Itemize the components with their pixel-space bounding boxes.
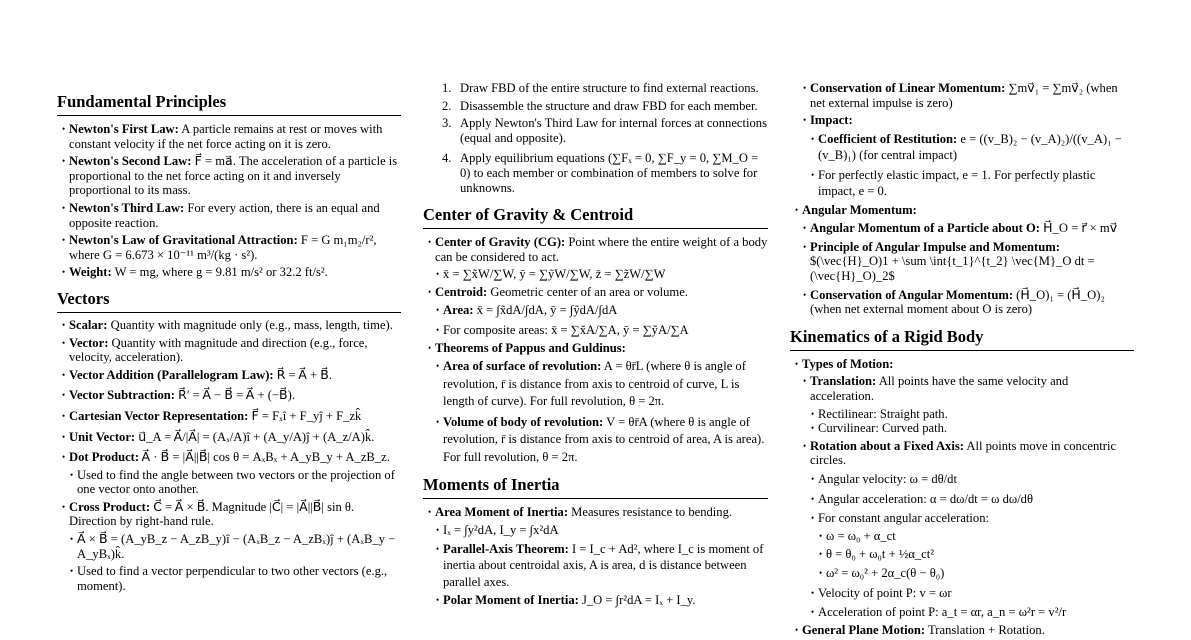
list-item: • Area of surface of revolution: A = θr̄L (where θ is angle of revolution, r̄ is distance from axis to centroid of curve, L is length of curve). For full revolution, θ = 2π. <box>431 358 768 411</box>
list-item: • Principle of Angular Impulse and Momentum: $(\vec{H}_O)1 + \sum \int{t_1}^{t_2} \vec{M}_O dt = (\vec{H}_O)_2$ <box>798 240 1134 284</box>
list-item: • ω² = ω₀² + 2α_c(θ − θ₀) <box>814 566 1134 581</box>
list-item: • For perfectly elastic impact, e = 1. For perfectly plastic impact, e = 0. <box>806 167 1134 200</box>
list-item: • Velocity of point P: v = ωr <box>806 586 1134 601</box>
list-item: • Polar Moment of Inertia: J_O = ∫r²dA = Iₓ + I_y. <box>431 593 768 608</box>
list-item: • Weight: W = mg, where g = 9.81 m/s² or 32.2 ft/s². <box>57 265 401 280</box>
list-item: • Used to find a vector perpendicular to two other vectors (e.g., moment). <box>65 564 401 593</box>
fundamentals-list <box>57 122 401 280</box>
list-item: • Angular acceleration: α = dω/dt = ω dω/dθ <box>806 492 1134 507</box>
heading-vectors: Vectors <box>57 289 401 313</box>
column-2 <box>423 81 768 611</box>
list-item: • Centroid: Geometric center of an area or volume. <box>423 285 768 300</box>
vectors-list <box>57 318 401 594</box>
list-item: 4. Apply equilibrium equations (∑Fₓ = 0, ∑F_y = 0, ∑M_O = 0) to each member or combination of members to solve for unknowns. <box>423 151 768 195</box>
column-1 <box>57 92 401 596</box>
list-item: • Scalar: Quantity with magnitude only (e.g., mass, length, time). <box>57 318 401 333</box>
list-item: • Rectilinear: Straight path. <box>806 407 1134 422</box>
list-item: • Rotation about a Fixed Axis: All points move in concentric circles. <box>798 439 1134 468</box>
list-item: • Area Moment of Inertia: Measures resistance to bending. <box>423 505 768 520</box>
list-item: • ω = ω₀ + α_ct <box>814 529 1134 544</box>
list-item: • For composite areas: x̄ = ∑x̃A/∑A, ȳ = ∑ỹA/∑A <box>431 323 768 338</box>
list-item: • Newton's Third Law: For every action, there is an equal and opposite reaction. <box>57 201 401 230</box>
list-item: • Coefficient of Restitution: e = ((v_B)₂ − (v_A)₂)/((v_A)₁ − (v_B)₁) (for central impact) <box>806 131 1134 164</box>
heading-kinematics-rigid-body: Kinematics of a Rigid Body <box>790 327 1134 351</box>
momentum-list <box>790 81 1134 317</box>
list-item: • θ = θ₀ + ω₀t + ½α_ct² <box>814 547 1134 562</box>
list-item: • For constant angular acceleration: <box>806 511 1134 526</box>
list-item: • Types of Motion: <box>790 357 1134 372</box>
heading-moments-of-inertia: Moments of Inertia <box>423 475 768 499</box>
list-item: • Translation: All points have the same velocity and acceleration. <box>798 374 1134 403</box>
list-item: • Vector Subtraction: R⃗′ = A⃗ − B⃗ = A⃗ + (−B⃗). <box>57 388 401 403</box>
list-item: • Center of Gravity (CG): Point where the entire weight of a body can be considered to act. <box>423 235 768 264</box>
list-item: 3. Apply Newton's Third Law for internal forces at connections (equal and opposite). <box>423 116 768 145</box>
list-item: • Impact: <box>798 113 1134 128</box>
list-item: • Iₓ = ∫y²dA, I_y = ∫x²dA <box>431 523 768 538</box>
list-item: • Conservation of Angular Momentum: (H⃗_O)₁ = (H⃗_O)₂ (when net external moment about O is zero) <box>798 288 1134 317</box>
list-item: • Angular velocity: ω = dθ/dt <box>806 472 1134 487</box>
moi-list <box>423 505 768 607</box>
list-item: 1. Draw FBD of the entire structure to find external reactions. <box>423 81 768 96</box>
list-item: • Angular Momentum: <box>790 203 1134 218</box>
heading-center-of-gravity: Center of Gravity & Centroid <box>423 205 768 229</box>
list-item: • Vector: Quantity with magnitude and direction (e.g., force, velocity, acceleration). <box>57 336 401 365</box>
list-item: • Dot Product: A⃗ · B⃗ = |A⃗||B⃗| cos θ = AₓBₓ + A_yB_y + A_zB_z. <box>57 450 401 465</box>
kinematics-list <box>790 357 1134 638</box>
list-item: • Used to find the angle between two vectors or the projection of one vector onto another. <box>65 468 401 497</box>
list-item: • General Plane Motion: Translation + Rotation. <box>790 623 1134 638</box>
heading-fundamental-principles: Fundamental Principles <box>57 92 401 116</box>
list-item: • Vector Addition (Parallelogram Law): R⃗ = A⃗ + B⃗. <box>57 368 401 383</box>
list-item: • Cartesian Vector Representation: F⃗ = Fₓî + F_yĵ + F_zk̂ <box>57 409 401 424</box>
list-item: • Newton's First Law: A particle remains at rest or moves with constant velocity if the net force acting on it is zero. <box>57 122 401 151</box>
list-item: • x̄ = ∑x̃W/∑W, ȳ = ∑ỹW/∑W, z̄ = ∑z̃W/∑W <box>431 267 768 282</box>
list-item: • Area: x̄ = ∫x̃dA/∫dA, ȳ = ∫ỹdA/∫dA <box>431 303 768 318</box>
list-item: • Theorems of Pappus and Guldinus: <box>423 341 768 356</box>
list-item: 2. Disassemble the structure and draw FBD for each member. <box>423 99 768 114</box>
list-item: • Volume of body of revolution: V = θr̄A (where θ is angle of revolution, r̄ is distance from axis to centroid of area, A is area). For full revolution, θ = 2π. <box>431 414 768 467</box>
cg-list <box>423 235 768 466</box>
list-item: • Curvilinear: Curved path. <box>806 421 1134 436</box>
list-item: • Parallel-Axis Theorem: I = I_c + Ad², where I_c is moment of inertia about centroidal axis, A is area, d is distance between parallel axes. <box>431 541 768 591</box>
list-item: • Newton's Law of Gravitational Attraction: F = G m₁m₂/r², where G = 6.673 × 10⁻¹¹ m³/(kg · s²). <box>57 233 401 262</box>
list-item: • Acceleration of point P: a_t = αr, a_n = ω²r = v²/r <box>806 605 1134 620</box>
list-item: • Angular Momentum of a Particle about O: H⃗_O = r⃗ × mv⃗ <box>798 220 1134 237</box>
list-item: • A⃗ × B⃗ = (A_yB_z − A_zB_y)î − (AₓB_z − A_zBₓ)ĵ + (AₓB_y − A_yBₓ)k̂. <box>65 532 401 561</box>
list-item: • Conservation of Linear Momentum: ∑mv⃗₁ = ∑mv⃗₂ (when net external impulse is zero) <box>798 81 1134 110</box>
list-item: • Unit Vector: u⃗_A = A⃗/|A⃗| = (Aₓ/A)î + (A_y/A)ĵ + (A_z/A)k̂. <box>57 430 401 445</box>
column-3 <box>790 81 1134 640</box>
structure-steps-list <box>423 81 768 195</box>
list-item: • Cross Product: C⃗ = A⃗ × B⃗. Magnitude |C⃗| = |A⃗||B⃗| sin θ. Direction by right-hand rule. <box>57 500 401 529</box>
list-item: • Newton's Second Law: F⃗ = ma⃗. The acceleration of a particle is proportional to the net force acting on it and inversely proportional to its mass. <box>57 154 401 198</box>
